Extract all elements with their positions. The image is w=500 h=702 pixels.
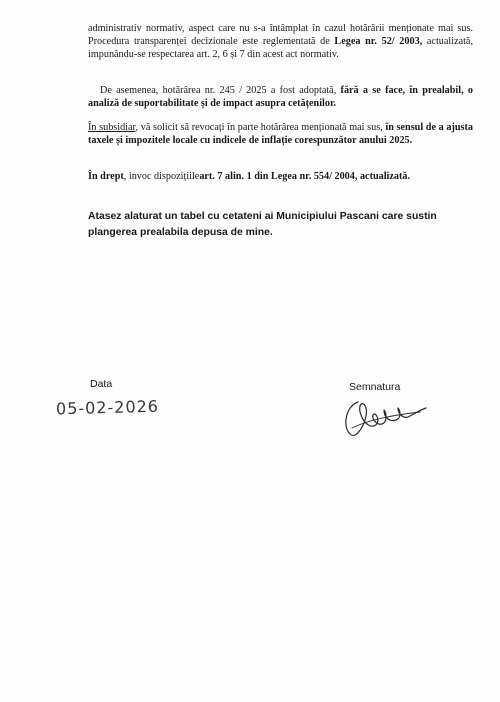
paragraph-text: , vă solicit să revocați în parte hotărârea menționată mai sus, [135,122,386,133]
paragraph-text: , invoc dispozițiile [123,171,200,182]
law-reference: art. 7 alin. 1 din Legea nr. 554/ 2004, actualizată. [199,171,411,182]
paragraph-text: administrativ normativ, aspect care nu s-a întâmplat în cazul hotărârii menționate mai sus. Procedura transparenței decizionale este reglementată de [88,23,473,47]
handwritten-signature [340,392,430,442]
paragraph-text: De asemenea, hotărârea nr. 245 / 2025 a fost adoptată, [100,85,341,96]
law-reference: Legea nr. 52/ 2003, [334,36,423,47]
bold-statement: fără a se face, în prealabil, o analiză de suportabilitate și de impact asupra cetățenilor. [88,85,473,109]
paragraph-transparency [88,22,473,61]
paragraph-text: actualizată, impunându-se respectarea art. 2, 6 și 7 din acest act normativ. [88,36,474,60]
paragraph-subsidiary-request [88,121,473,147]
paragraph-legal-basis [88,170,473,183]
underlined-heading: În subsidiar [88,122,136,133]
bold-statement: în sensul de a ajusta taxele și impozitele locale cu indicele de inflație corespunzător anului 2025. [88,122,474,146]
bold-heading: În drept [88,171,124,182]
signature-label: Semnatura [349,381,401,393]
handwritten-date: 05-02-2026 [55,396,160,419]
paragraph-attachment-note [88,209,473,241]
paragraph-text: Atasez alaturat un tabel cu cetateni ai Municipiului Pascani care sustin plangerea prealabila depusa de mine. [88,211,437,238]
paragraph-impact-analysis [88,84,473,110]
date-label: Data [90,378,113,390]
